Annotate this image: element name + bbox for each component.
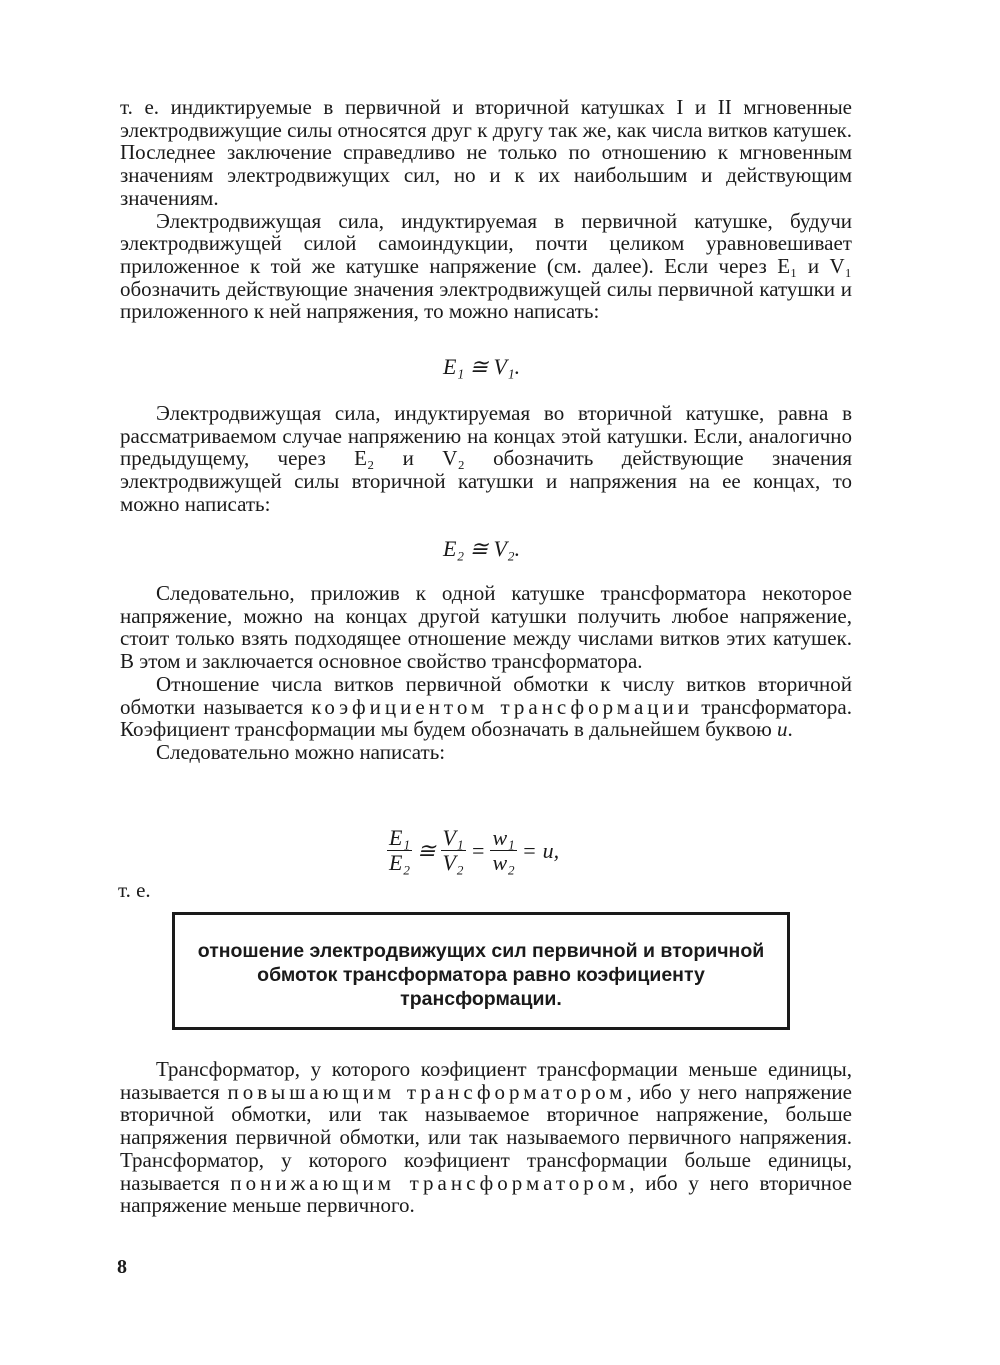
formula-ratio: $\frac{\text{E₁}}{\text{E₂}}$ ≅ $\frac{\text{V₁}}{\text{V₂}}$ = $\frac{\text{w₁}}{\text{w₂}}$ = u, (389, 825, 560, 875)
page-number: 8 (117, 1256, 127, 1278)
paragraph-3: Электродвижущая сила, индуктируемая во вторичной катушке, равна в рассматриваемом случае напряжению на концах этой катушки. Если, аналогично предыдущему, через E₂ и V₂ обозначить действующие значения электродвижущей силы вторичной катушки и напряжения на ее концах, то можно написать: (120, 401, 852, 516)
text-section-3 (120, 582, 852, 764)
boxed-statement-frame (172, 912, 790, 1030)
label-te: т. е. (118, 878, 151, 902)
paragraph-1: т. е. индиктируемые в первичной и вторичной катушках I и II мгновенные электродвижущие силы относятся друг к другу так же, как числа витков катушек. Последнее заключение справедливо не только по отношению к мгновенным значениям электродвижущих сил, но и к их наибольшим и действующим значениям. (120, 95, 852, 210)
term-step-up: повышающим трансформатором (227, 1079, 627, 1104)
paragraph-5: Отношение числа витков первичной обмотки к числу витков вторичной обмотки называется коэфициентом трансформации трансформатора. Коэфициент трансформации мы будем обозначать в дальнейшем буквою u. (120, 671, 852, 742)
boxed-statement: отношение электродвижущих сил первичной и вторичной обмоток трансформатора равно коэфициенту трансформации. (197, 940, 765, 1010)
term-step-down: понижающим трансформатором (230, 1170, 630, 1195)
formula-e2-v2: E₂ ≅ V₂. (443, 536, 521, 561)
paragraph-6: Следовательно можно написать: (156, 739, 446, 764)
paragraph-7: Трансформатор, у которого коэфициент трансформации меньше единицы, называется повышающим трансформатором, ибо у него напряжение вторичной обмотки, или так называемое вторичное напряжение, больше напряжения первичной обмотки, или так называемого первичного напряжения. Трансформатор, у которого коэфициент трансформации больше единицы, называется понижающим трансформатором, ибо у него вторичное напряжение меньше первичного. (120, 1057, 852, 1218)
text-section-2 (120, 402, 852, 516)
text-section-1 (120, 96, 852, 323)
text-section-4 (120, 1058, 852, 1217)
term-transformation-ratio: коэфициентом трансформации (311, 694, 693, 719)
paragraph-2: Электродвижущая сила, индуктируемая в первичной катушке, будучи электродвижущей силой самоиндукции, почти целиком уравновешивает приложенное к той же катушке напряжение (см. далее). Если через E₁ и V₁ обозначить действующие значения электродвижущей силы первичной катушки и приложенного к ней напряжения, то можно написать: (120, 208, 852, 324)
paragraph-4: Следовательно, приложив к одной катушке трансформатора некоторое напряжение, можно на концах другой катушки получить любое напряжение, стоит только взять подходящее отношение между числами витков этих катушек. В этом и заключается основное свойство трансформатора. (120, 581, 852, 674)
formula-e1-v1: E₁ ≅ V₁. (443, 354, 521, 379)
